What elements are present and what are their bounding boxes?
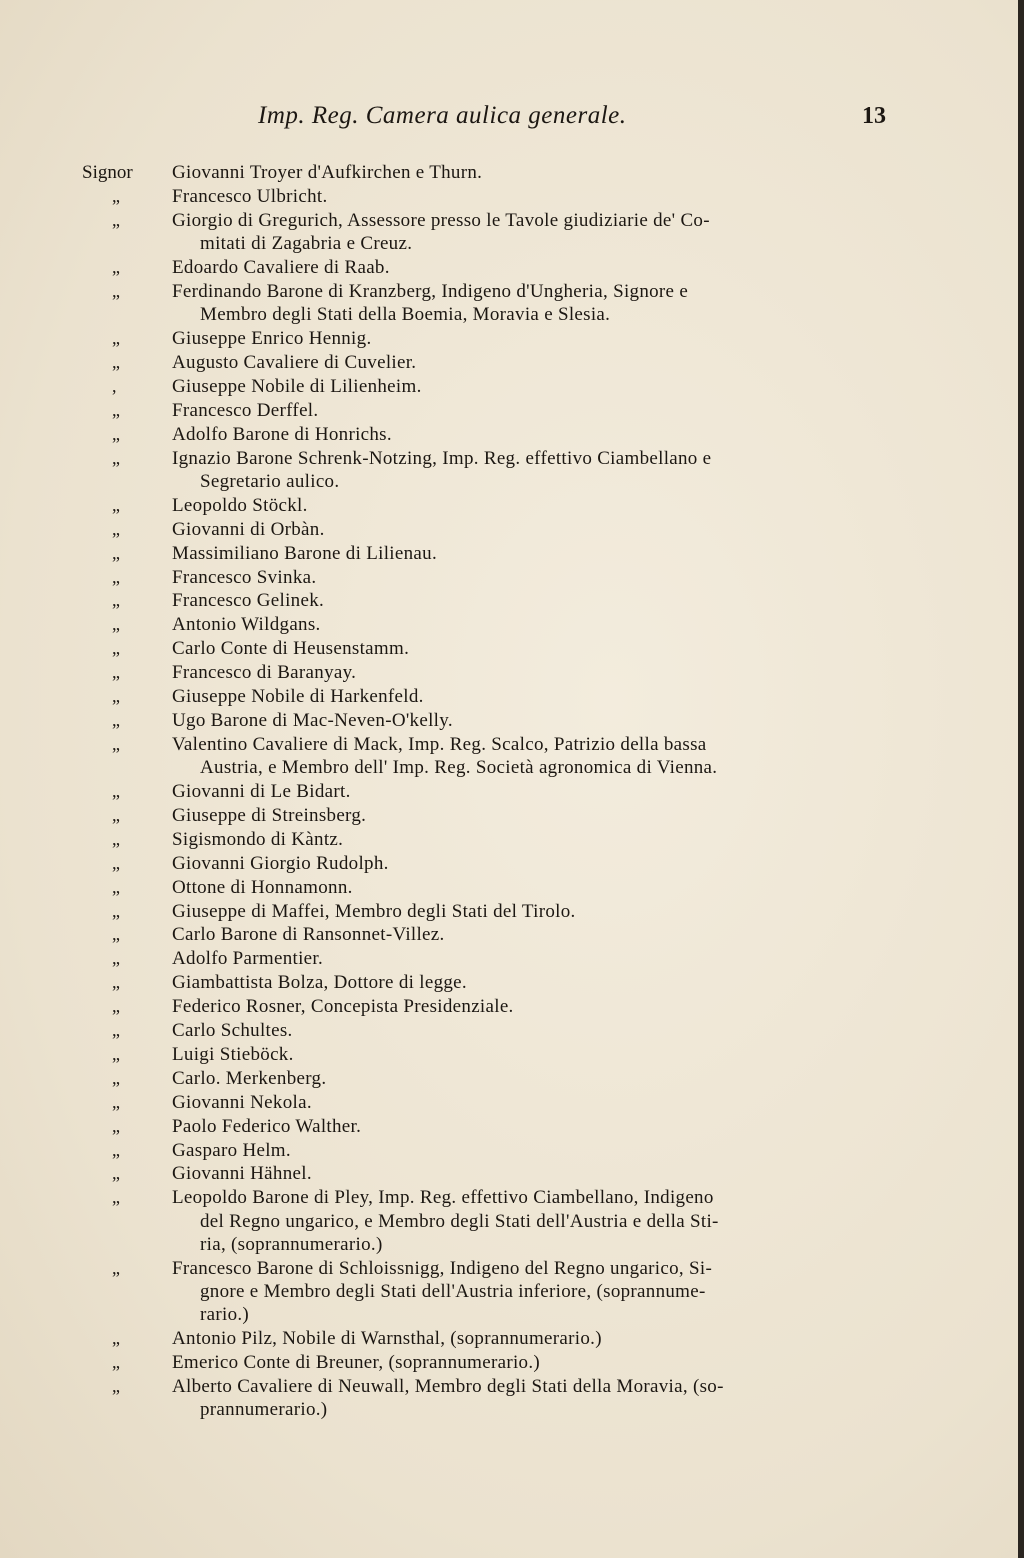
entry-name: Antonio Wildgans.	[172, 614, 321, 636]
entry-name: Ferdinando Barone di Kranzberg, Indigeno d'Ungheria, Signore e	[172, 280, 689, 302]
entry-prefix: „	[112, 399, 120, 420]
entry-prefix: „	[112, 709, 120, 730]
entry-name: Francesco Derffel.	[172, 399, 319, 421]
entry-name: Francesco Ulbricht.	[172, 185, 328, 207]
entry-prefix: „	[112, 900, 120, 921]
entry-continuation: prannumerario.)	[200, 1399, 328, 1421]
entry-prefix: „	[112, 686, 120, 706]
entry-prefix: „	[112, 257, 120, 277]
entry-prefix: „	[112, 876, 120, 897]
entry-name: Giuseppe di Maffei, Membro degli Stati del Tirolo.	[172, 900, 576, 922]
entry-name: Giuseppe Nobile di Lilienheim.	[172, 375, 422, 397]
entry-continuation: rario.)	[200, 1304, 250, 1326]
entry-name: Leopoldo Stöckl.	[172, 494, 308, 516]
entry-prefix: „	[112, 733, 120, 754]
entry-continuation: Segretario aulico.	[200, 470, 340, 492]
entry-prefix: „	[112, 447, 120, 468]
entry-name: Emerico Conte di Breuner, (soprannumerario.)	[172, 1352, 541, 1374]
entry-name: Massimiliano Barone di Lilienau.	[172, 542, 437, 564]
entry-name: Paolo Federico Walther.	[172, 1115, 362, 1137]
entry-name: Giovanni Hähnel.	[172, 1163, 312, 1185]
entry-prefix: „	[112, 1257, 120, 1278]
entry-prefix: Signor	[82, 162, 133, 183]
entry-name: Giovanni di Le Bidart.	[172, 781, 351, 802]
entry-prefix: „	[112, 566, 120, 587]
entry-prefix: „	[112, 1139, 120, 1160]
entry-prefix: „	[112, 972, 120, 993]
entry-name: Gasparo Helm.	[172, 1139, 291, 1161]
entry-continuation: Austria, e Membro dell' Imp. Reg. Società agronomica di Vienna.	[200, 757, 718, 779]
entry-prefix: „	[112, 423, 120, 444]
entry-name: Carlo. Merkenberg.	[172, 1067, 327, 1089]
entry-name: Francesco di Baranyay.	[172, 662, 357, 684]
entry-prefix: „	[112, 280, 120, 301]
entry-prefix: „	[112, 328, 120, 349]
entry-name: Giovanni di Orbàn.	[172, 518, 325, 540]
entry-prefix: „	[112, 924, 120, 945]
entry-prefix: „	[112, 1163, 120, 1184]
entry-prefix: „	[112, 614, 120, 635]
entry-name: Ottone di Honnamonn.	[172, 876, 353, 898]
entry-prefix: „	[112, 781, 120, 801]
entry-name: Valentino Cavaliere di Mack, Imp. Reg. Scalco, Patrizio della bassa	[172, 733, 707, 755]
running-header-title: Imp. Reg. Camera aulica generale.	[258, 102, 627, 129]
entry-prefix: „	[112, 209, 120, 230]
entry-prefix: ,	[112, 375, 117, 396]
entry-prefix: „	[112, 948, 120, 969]
entry-name: Giambattista Bolza, Dottore di legge.	[172, 972, 467, 994]
entry-name: Francesco Svinka.	[172, 566, 317, 588]
entry-name: Sigismondo di Kàntz.	[172, 828, 344, 850]
entry-name: Giovanni Giorgio Rudolph.	[172, 852, 389, 874]
entry-prefix: „	[112, 185, 120, 206]
page-edge	[1018, 0, 1024, 1558]
entry-prefix: „	[112, 1352, 120, 1373]
entry-name: Giuseppe di Streinsberg.	[172, 804, 367, 826]
entry-name: Ugo Barone di Mac-Neven-O'kelly.	[172, 709, 453, 731]
entry-name: Carlo Barone di Ransonnet-Villez.	[172, 924, 445, 946]
entry-name: Giovanni Troyer d'Aufkirchen e Thurn.	[172, 162, 483, 183]
entry-continuation: gnore e Membro degli Stati dell'Austria inferiore, (soprannume-	[200, 1281, 706, 1303]
entry-prefix: „	[112, 1115, 120, 1136]
entry-prefix: „	[112, 1187, 120, 1208]
entry-prefix: „	[112, 1020, 120, 1040]
entry-prefix: „	[112, 852, 120, 873]
entry-name: Ignazio Barone Schrenk-Notzing, Imp. Reg. effettivo Ciambellano e	[172, 447, 712, 469]
entry-name: Francesco Gelinek.	[172, 590, 325, 612]
entry-prefix: „	[112, 662, 120, 683]
entry-prefix: „	[112, 638, 120, 659]
entry-prefix: „	[112, 1091, 120, 1112]
entry-prefix: „	[112, 518, 120, 539]
entry-prefix: „	[112, 804, 120, 825]
entry-continuation: Membro degli Stati della Boemia, Moravia e Slesia.	[200, 304, 611, 326]
entry-name: Giuseppe Enrico Hennig.	[172, 328, 372, 350]
entry-name: Luigi Stieböck.	[172, 1043, 294, 1065]
entry-name: Giorgio di Gregurich, Assessore presso le Tavole giudiziarie de' Co-	[172, 209, 710, 231]
entry-name: Federico Rosner, Concepista Presidenziale.	[172, 996, 514, 1018]
entry-name: Adolfo Barone di Honrichs.	[172, 423, 392, 445]
entry-prefix: „	[112, 828, 120, 849]
entry-name: Augusto Cavaliere di Cuvelier.	[172, 352, 417, 373]
entry-name: Giovanni Nekola.	[172, 1091, 312, 1113]
entry-prefix: „	[112, 996, 120, 1017]
entry-name: Leopoldo Barone di Pley, Imp. Reg. effettivo Ciambellano, Indigeno	[172, 1187, 714, 1209]
entry-prefix: „	[112, 1043, 120, 1064]
entry-prefix: „	[112, 1376, 120, 1397]
entry-name: Carlo Conte di Heusenstamm.	[172, 638, 410, 660]
entry-name: Francesco Barone di Schloissnigg, Indigeno del Regno ungarico, Si-	[172, 1257, 713, 1279]
entry-prefix: „	[112, 352, 120, 372]
entry-name: Antonio Pilz, Nobile di Warnsthal, (soprannumerario.)	[172, 1328, 602, 1350]
entry-continuation: ria, (soprannumerario.)	[200, 1233, 383, 1255]
entry-continuation: del Regno ungarico, e Membro degli Stati dell'Austria e della Sti-	[200, 1210, 719, 1232]
entry-name: Edoardo Cavaliere di Raab.	[172, 257, 390, 278]
entry-prefix: „	[112, 542, 120, 563]
entry-prefix: „	[112, 1067, 120, 1088]
entry-name: Carlo Schultes.	[172, 1020, 293, 1041]
entry-name: Giuseppe Nobile di Harkenfeld.	[172, 686, 424, 707]
page-number: 13	[862, 103, 886, 129]
entry-continuation: mitati di Zagabria e Creuz.	[200, 233, 413, 255]
entry-prefix: „	[112, 590, 120, 611]
entry-prefix: „	[112, 1328, 120, 1349]
entry-name: Adolfo Parmentier.	[172, 948, 324, 970]
entry-name: Alberto Cavaliere di Neuwall, Membro degli Stati della Moravia, (so-	[172, 1376, 724, 1398]
entry-prefix: „	[112, 494, 120, 515]
